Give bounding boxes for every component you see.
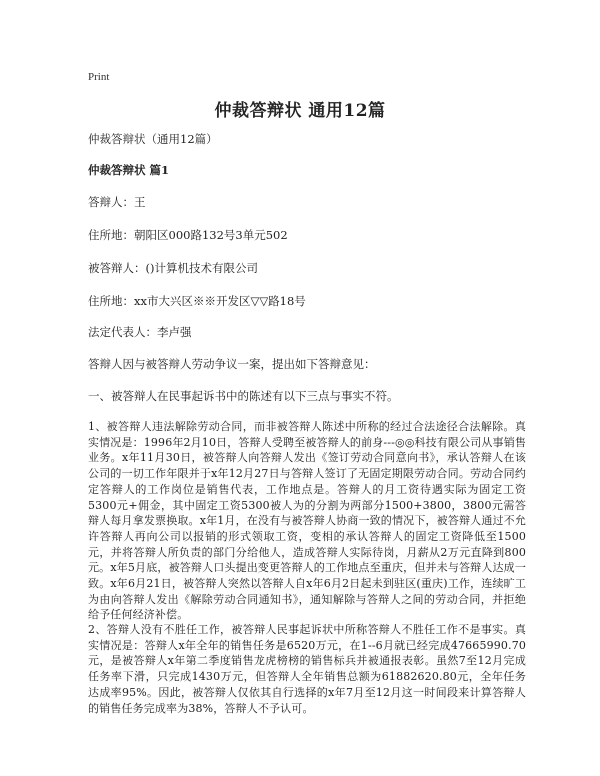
paragraph-1: 1、被答辩人违法解除劳动合同，而非被答辩人陈述中所称的经过合法途径合法解除。真实情况是：1996年2月10日，答辩人受聘至被答辩人的前身---◎◎科技有限公司从事销售业务。x年11月30日，被答辩人向答辩人发出《签订劳动合同意向书》，承认答辩人在该公司的一切工作年限并于x年12月27日与答辩人签订了无固定期限劳动合同。劳动合同约定答辩人的工作岗位是销售代表，工作地点是。答辩人的月工资待遇实际为固定工资5300元+佣金，其中固定工资5300被人为的分割为两部分1500+3800，3800元需答辩人每月拿发票换取。x年1月，在没有与被答辩人协商一致的情况下，被答辩人通过不允许答辩人再向公司以报销的形式领取工资，变相的承认答辩人的固定工资降低至1500元，并将答辩人所负责的部门分给他人，造成答辩人实际待岗，月薪从2万元直降到800元。x年5月底，被答辩人口头提出变更答辩人的工作地点至重庆，但并未与答辩人达成一致。x年6月21日，被答辩人突然以答辩人自x年6月2日起未到驻区(重庆)工作，连续旷工为由向答辩人发出《解除劳动合同通知书》，通知解除与答辩人之间的劳动合同，并拒绝给予任何经济补偿。 bbox=[88, 420, 526, 622]
section-heading: 仲裁答辩状 篇1 bbox=[88, 163, 170, 177]
claimant-address: 住所地：xx市大兴区※※开发区▽▽路18号 bbox=[88, 294, 306, 308]
opening-statement: 答辩人因与被答辩人劳动争议一案，提出如下答辩意见： bbox=[88, 357, 376, 371]
point-heading: 一、被答辩人在民事起诉书中的陈述有以下三点与事实不符。 bbox=[88, 389, 399, 403]
claimant-line: 被答辩人：()计算机技术有限公司 bbox=[88, 261, 258, 275]
respondent-address: 住所地：朝阳区000路132号3单元502 bbox=[88, 228, 288, 242]
print-label[interactable]: Print bbox=[88, 71, 110, 83]
legal-representative: 法定代表人：李卢强 bbox=[88, 325, 192, 339]
paragraph-2: 2、答辩人没有不胜任工作，被答辩人民事起诉状中所称答辩人不胜任工作不是事实。真实情况是：答辩人x年全年的销售任务是6520万元，在1--6月就已经完成47665990.70元，是被答辩人x年第二季度销售龙虎榜榜的销售标兵并被通报表彰。虽然7至12月完成任务率下滑，只完成1430万元，但答辩人全年销售总额为61882620.80元，全年任务达成率95%。因此，被答辩人仅依其自行选择的x年7月至12月这一时间段来计算答辩人的销售任务完成率为38%，答辩人不予认可。 bbox=[88, 623, 526, 715]
respondent-line: 答辩人：王 bbox=[88, 195, 146, 209]
document-title: 仲裁答辩状 通用12篇 bbox=[214, 101, 386, 121]
subtitle: 仲裁答辩状（通用12篇） bbox=[88, 132, 218, 146]
